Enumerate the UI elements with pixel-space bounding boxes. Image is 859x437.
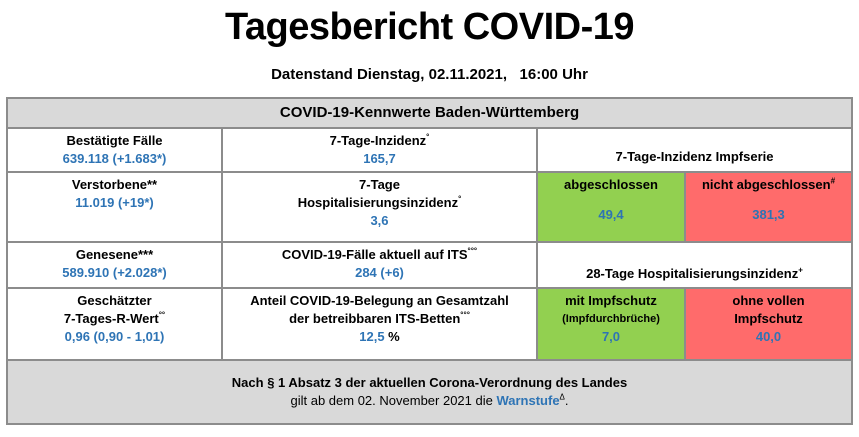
hosp-incidence-value: 3,6 <box>370 213 389 228</box>
rvalue-cell <box>7 288 222 360</box>
hosp28-vaccinated-cell <box>537 288 685 360</box>
table-header: COVID-19-Kennwerte Baden-Württemberg <box>7 98 852 128</box>
deaths-label: Verstorbene** <box>71 177 158 192</box>
icu-cell <box>222 242 537 288</box>
hosp-incidence-cell <box>222 172 537 242</box>
recovered-cell <box>7 242 222 288</box>
rvalue-mark: °° <box>158 310 166 320</box>
footer-line1: Nach § 1 Absatz 3 der aktuellen Corona-Verordnung des Landes <box>231 375 628 390</box>
hosp-incidence-mark: ° <box>458 194 462 204</box>
deaths-cell <box>7 172 222 242</box>
hosp28-mark: + <box>798 265 803 275</box>
rvalue-line1: Geschätzter <box>77 293 152 308</box>
incidence-cell <box>222 128 537 172</box>
icu-mark: °°° <box>467 246 478 256</box>
vaccine-incidence-label: 7-Tage-Inzidenz Impfserie <box>615 149 774 164</box>
warnstufe-link[interactable]: Warnstufe <box>496 393 560 408</box>
rvalue-line2: 7-Tages-R-Wert <box>63 311 159 326</box>
rvalue-value: 0,96 (0,90 - 1,01) <box>64 329 165 344</box>
incidence-mark: ° <box>426 132 430 142</box>
icu-share-mark: °°° <box>460 310 470 320</box>
hosp28-vacc-label: mit Impfschutz <box>565 293 657 308</box>
incomplete-label: nicht abgeschlossen <box>701 177 831 192</box>
deaths-value: 11.019 (+19*) <box>75 195 154 210</box>
vaccine-incidence-header <box>537 128 852 172</box>
hosp28-vacc-sub: (Impfdurchbrüche) <box>562 313 660 325</box>
recovered-label: Genesene*** <box>75 247 154 262</box>
incidence-label: 7-Tage-Inzidenz <box>329 133 427 148</box>
confirmed-value: 639.118 (+1.683*) <box>62 151 167 166</box>
incomplete-value: 381,3 <box>752 207 785 222</box>
confirmed-cases-cell <box>7 128 222 172</box>
recovered-value: 589.910 (+2.028*) <box>62 265 167 280</box>
hosp-incidence-line2: Hospitalisierungsinzidenz <box>297 195 459 210</box>
icu-share-unit: % <box>384 329 400 344</box>
page-title: Tagesbericht COVID-19 <box>224 6 635 48</box>
hosp-incidence-line1: 7-Tage <box>359 177 400 192</box>
footer-line2-post: . <box>564 393 569 408</box>
data-timestamp: Datenstand Dienstag, 02.11.2021, 16:00 Uhr <box>271 66 588 83</box>
vaccinated-incomplete-cell <box>685 172 852 242</box>
hosp28-unvacc-value: 40,0 <box>755 329 782 344</box>
icu-value: 284 (+6) <box>355 265 404 280</box>
footer-note <box>7 360 852 424</box>
warnstufe-mark: Δ <box>559 392 565 402</box>
vaccinated-complete-cell <box>537 172 685 242</box>
hosp28-vacc-value: 7,0 <box>601 329 621 344</box>
confirmed-label: Bestätigte Fälle <box>66 133 163 148</box>
icu-share-value: 12,5 <box>359 329 385 344</box>
incomplete-mark: # <box>830 176 836 186</box>
hosp28-header <box>537 242 852 288</box>
complete-value: 49,4 <box>598 207 624 222</box>
hosp28-unvacc-label2: Impfschutz <box>734 311 803 326</box>
hosp28-label: 28-Tage Hospitalisierungsinzidenz <box>586 266 799 281</box>
incidence-value: 165,7 <box>363 151 396 166</box>
icu-share-line2: der betreibbaren ITS-Betten <box>289 311 461 326</box>
icu-label: COVID-19-Fälle aktuell auf ITS <box>281 247 468 262</box>
icu-share-line1: Anteil COVID-19-Belegung an Gesamtzahl <box>250 293 509 308</box>
kennwerte-table <box>6 97 853 425</box>
complete-label: abgeschlossen <box>564 177 658 192</box>
hosp28-unvaccinated-cell <box>685 288 852 360</box>
footer-line2-pre: gilt ab dem 02. November 2021 die <box>290 393 497 408</box>
icu-share-cell <box>222 288 537 360</box>
hosp28-unvacc-label1: ohne vollen <box>732 293 805 308</box>
